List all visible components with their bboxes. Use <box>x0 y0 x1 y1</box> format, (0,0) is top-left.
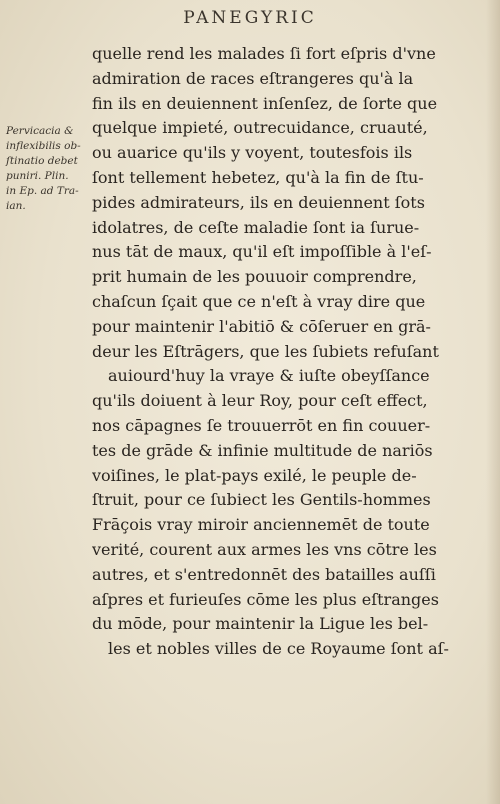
text-line: ſont tellement hebetez, qu'à la fin de ſtu- <box>92 167 424 187</box>
text-line: qu'ils doiuent à leur Roy, pour ceſt effect, <box>92 391 428 411</box>
page-fold-shadow <box>486 0 500 804</box>
text-line: admiration de races eſtrangeres qu'à la <box>92 68 414 88</box>
text-line: deur les Eſtrāgers, que les ſubiets refuſant <box>92 341 439 361</box>
text-line: quelque impieté, outrecuidance, cruauté, <box>92 118 428 138</box>
text-line: quelle rend les malades ſi fort eſpris d'vne <box>92 44 436 63</box>
text-line: aſpres et furieuſes cōme les plus eſtranges <box>92 589 439 609</box>
text-line: fin ils en deuiennent inſenſez, de ſorte que <box>92 93 438 113</box>
marginal-note-line: puniri. Plin. <box>6 170 69 182</box>
text-line: pour maintenir l'abitiō & cōſeruer en grā- <box>92 316 431 336</box>
text-line: verité, courent aux armes les vns cōtre les <box>92 539 437 559</box>
text-line: nus tāt de maux, qu'il eſt impoſſible à l'eſ- <box>92 242 432 262</box>
marginal-note-line: Pervicacia & <box>6 125 74 137</box>
text-line: du mōde, pour maintenir la Ligue les bel- <box>92 614 429 634</box>
text-line: tes de grāde & infinie multitude de nariōs <box>92 440 433 460</box>
marginal-note-line: inflexibilis ob- <box>6 140 81 152</box>
marginal-note-line: ian. <box>6 200 26 212</box>
text-line: les et nobles villes de ce Royaume ſont aſ- <box>108 639 449 659</box>
text-line: auiourd'huy la vraye & iuſte obeyſſance <box>108 366 430 386</box>
text-line: prit humain de les pouuoir comprendre, <box>92 267 417 287</box>
text-line: chaſcun ſçait que ce n'eſt à vray dire que <box>92 291 426 311</box>
text-line: voiſines, le plat-pays exilé, le peuple de- <box>92 465 417 485</box>
text-line: ou auarice qu'ils y voyent, toutesfois ils <box>92 143 413 163</box>
text-line: idolatres, de ceſte maladie ſont ia ſurue- <box>92 217 420 237</box>
text-line: nos cāpagnes ſe trouuerrōt en fin couuer- <box>92 415 431 435</box>
marginal-note <box>6 124 90 214</box>
text-line: ſtruit, pour ce ſubiect les Gentils-hommes <box>92 490 431 510</box>
text-line: pides admirateurs, ils en deuiennent ſots <box>92 192 425 212</box>
running-header: PANEGYRIC <box>183 8 317 28</box>
marginal-note-line: in Ep. ad Tra- <box>6 185 79 197</box>
text-line: Frāçois vray miroir anciennemēt de toute <box>92 515 430 535</box>
marginal-note-line: ſtinatio debet <box>6 155 78 167</box>
text-line: autres, et s'entredonnēt des batailles auſſi <box>92 564 436 584</box>
body-text <box>92 42 484 662</box>
